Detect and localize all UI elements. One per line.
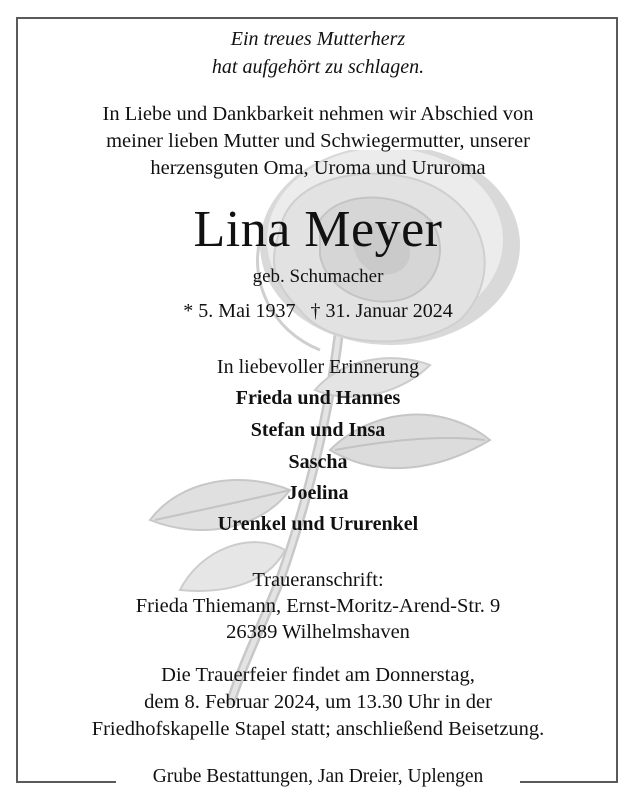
mourner-2: Stefan und Insa [250,419,386,441]
address-line-1: Frieda Thiemann, Ernst-Moritz-Arend-Str. 9 [135,595,501,617]
service-line-3: Friedhofskapelle Stapel statt; anschließend Beisetzung. [91,718,545,740]
footer-text: Grube Bestattungen, Jan Dreier, Uplengen [147,766,490,787]
intro-line-1: In Liebe und Dankbarkeit nehmen wir Abschied von [102,103,534,125]
mourner-4: Joelina [287,482,349,504]
address-heading: Traueranschrift: [252,569,384,591]
memory-line: In liebevoller Erinnerung [216,356,420,378]
motto-line-1: Ein treues Mutterherz [230,28,406,50]
intro-line-3: herzensguten Oma, Uroma und Ururoma [150,157,486,179]
funeral-home-footer [0,766,636,788]
mourner-5: Urenkel und Ururenkel [217,513,419,535]
maiden-name: geb. Schumacher [252,266,384,287]
deceased-name: Lina Meyer [193,201,443,258]
service-line-2: dem 8. Februar 2024, um 13.30 Uhr in der [144,691,492,713]
address-line-2: 26389 Wilhelmshaven [226,621,410,643]
life-dates: * 5. Mai 1937 † 31. Januar 2024 [183,300,453,322]
intro-line-2: meiner lieben Mutter und Schwiegermutter, unserer [106,130,530,152]
motto-line-2: hat aufgehört zu schlagen. [211,56,425,78]
mourner-1: Frieda und Hannes [235,387,401,409]
service-line-1: Die Trauerfeier findet am Donnerstag, [161,664,475,686]
mourner-3: Sascha [288,451,348,473]
